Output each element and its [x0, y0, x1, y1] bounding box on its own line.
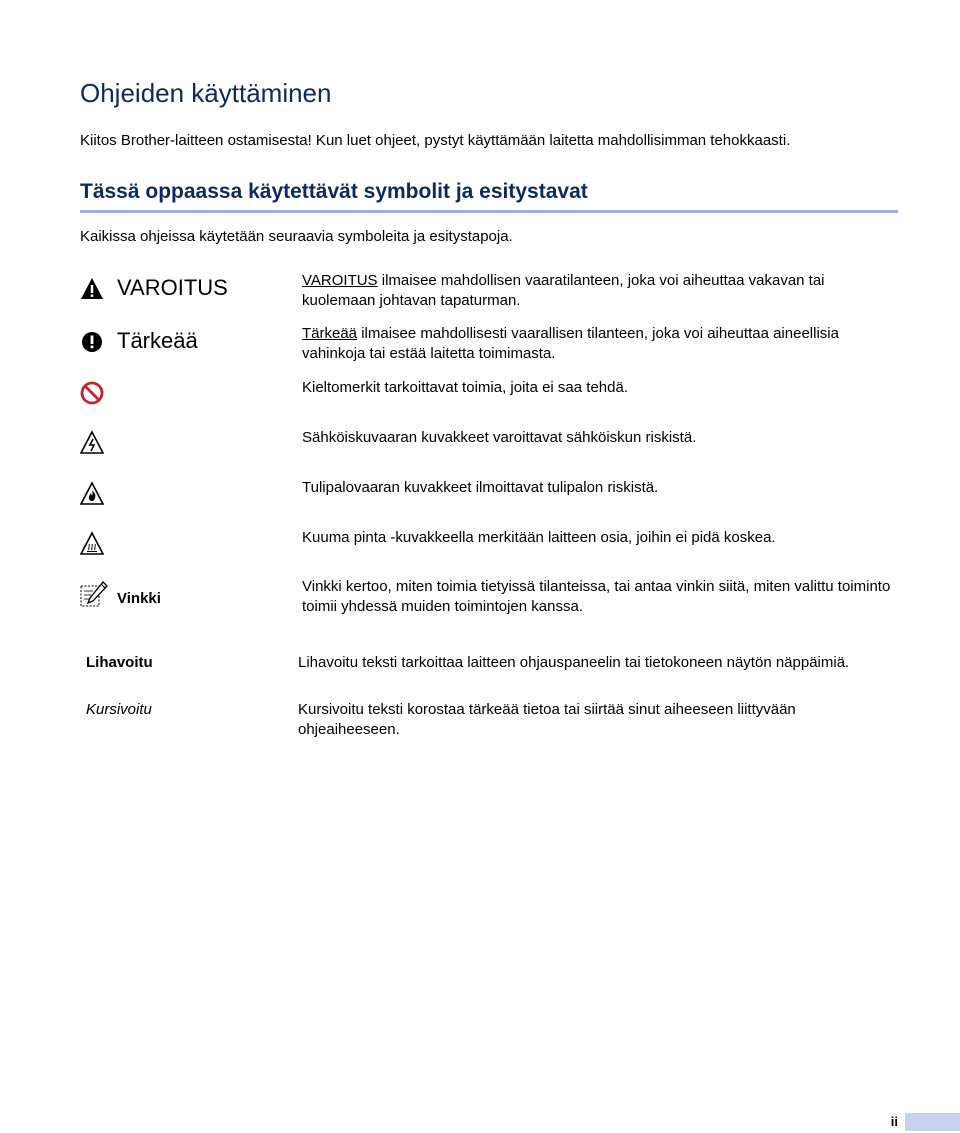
intro-paragraph: Kiitos Brother-laitteen ostamisesta! Kun luet ohjeet, pystyt käyttämään laitetta mahdollisimman tehokkaasti. — [80, 132, 791, 149]
fire-hazard-icon — [79, 481, 105, 507]
bold-format-label: Lihavoitu — [86, 654, 153, 671]
important-text: ilmaisee mahdollisesti vaarallisen tilanteen, joka voi aiheuttaa aineellisia vahinkoja tai estää laitetta toimimasta. — [302, 325, 839, 362]
important-lead: Tärkeää — [302, 325, 358, 342]
italic-format-description: Kursivoitu teksti korostaa tärkeää tietoa tai siirtää sinut aiheeseen liittyvään ohjeaiheeseen. — [298, 701, 796, 738]
fire-description: Tulipalovaaran kuvakkeet ilmoittavat tulipalon riskistä. — [302, 479, 659, 496]
warning-label: VAROITUS — [117, 275, 228, 300]
exclamation-circle-icon — [79, 329, 105, 355]
warning-description — [302, 271, 892, 311]
page-title: Ohjeiden käyttäminen — [80, 78, 332, 108]
page-number-bar — [905, 1113, 960, 1131]
warning-lead: VAROITUS — [302, 272, 378, 289]
bold-format-description: Lihavoitu teksti tarkoittaa laitteen ohjauspaneelin tai tietokoneen näytön näppäimiä. — [298, 654, 850, 671]
prohibition-icon — [79, 380, 105, 406]
warning-triangle-icon — [79, 276, 105, 302]
note-label: Vinkki — [117, 590, 161, 607]
important-label: Tärkeää — [117, 328, 198, 353]
hot-description: Kuuma pinta -kuvakkeella merkitään laitteen osia, joihin ei pidä koskea. — [302, 529, 776, 546]
section-intro: Kaikissa ohjeissa käytetään seuraavia symboleita ja esitystapoja. — [80, 228, 513, 245]
heading-rule — [80, 210, 898, 213]
important-description — [302, 324, 892, 364]
prohibited-description: Kieltomerkit tarkoittavat toimia, joita ei saa tehdä. — [302, 379, 628, 396]
section-heading: Tässä oppaassa käytettävät symbolit ja esitystavat — [80, 180, 588, 203]
italic-format-label: Kursivoitu — [86, 701, 152, 718]
warning-text: ilmaisee mahdollisen vaaratilanteen, joka voi aiheuttaa vakavan tai kuolemaan johtavan tapaturman. — [302, 272, 825, 309]
note-pencil-icon — [79, 580, 109, 610]
electric-description: Sähköiskuvaaran kuvakkeet varoittavat sähköiskun riskistä. — [302, 429, 697, 446]
electric-shock-icon — [79, 430, 105, 456]
page-number: ii — [890, 1114, 898, 1129]
note-description: Vinkki kertoo, miten toimia tietyissä tilanteissa, tai antaa vinkin siitä, miten valittu toiminto toimii yhdessä muiden toimintojen kanssa. — [302, 578, 891, 615]
hot-surface-icon — [79, 531, 105, 557]
